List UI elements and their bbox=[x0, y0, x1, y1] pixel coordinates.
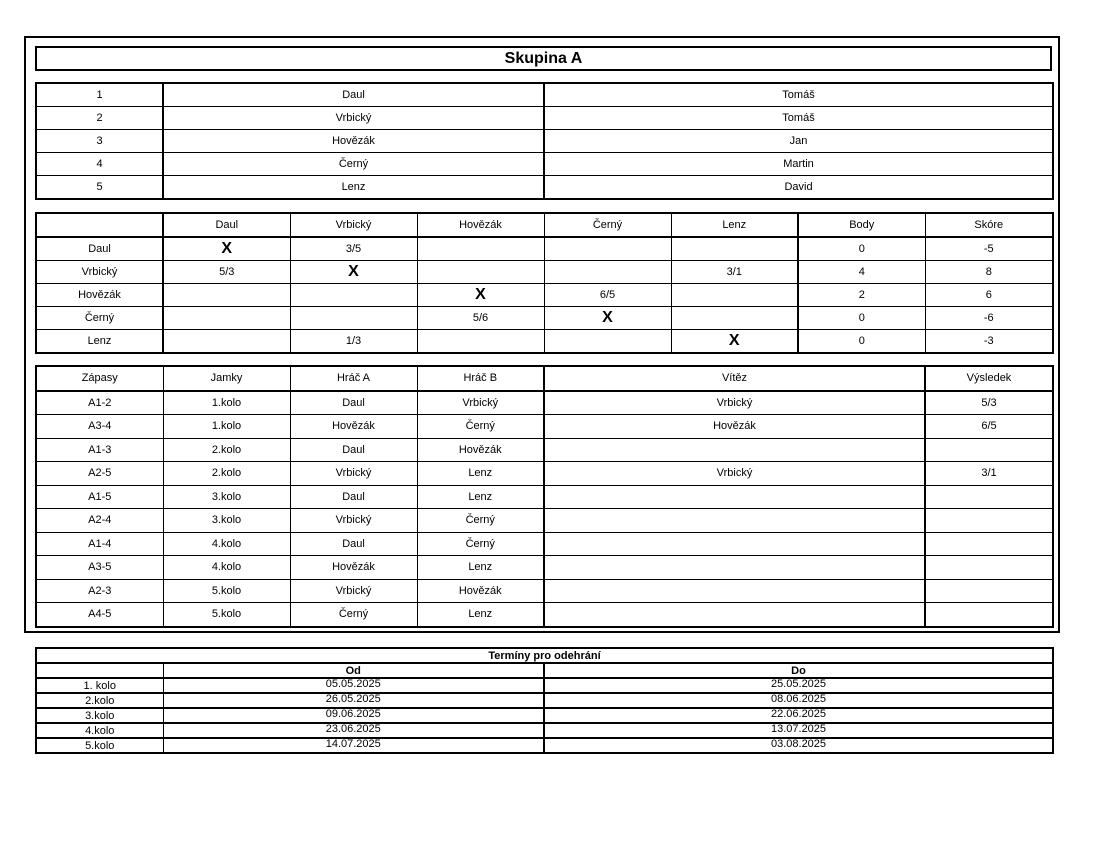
player-firstname: Martin bbox=[544, 153, 1053, 176]
match-player-a: Hovězák bbox=[290, 556, 417, 580]
match-id: A3-4 bbox=[36, 415, 163, 439]
matrix-score: 6 bbox=[925, 284, 1053, 307]
matrix-result-cell bbox=[671, 307, 798, 330]
match-result bbox=[925, 603, 1053, 627]
term-from: 26.05.2025 bbox=[163, 693, 544, 708]
match-winner bbox=[544, 556, 925, 580]
match-winner: Vrbický bbox=[544, 462, 925, 486]
player-surname: Hovězák bbox=[163, 130, 544, 153]
match-player-a: Vrbický bbox=[290, 462, 417, 486]
match-row bbox=[36, 485, 1053, 509]
matches-header-cell: Zápasy bbox=[36, 366, 163, 391]
terms-from-header: Od bbox=[163, 663, 544, 678]
match-row bbox=[36, 391, 1053, 415]
matrix-result-cell bbox=[163, 307, 290, 330]
matrix-points: 0 bbox=[798, 307, 925, 330]
terms-table bbox=[35, 647, 1054, 754]
player-number: 3 bbox=[36, 130, 163, 153]
match-id: A3-5 bbox=[36, 556, 163, 580]
matrix-result-cell: 3/1 bbox=[671, 261, 798, 284]
matrix-result-cell bbox=[544, 330, 671, 354]
matches-table bbox=[35, 365, 1054, 628]
matrix-result-cell bbox=[290, 307, 417, 330]
matrix-result-cell: 3/5 bbox=[290, 237, 417, 261]
match-row bbox=[36, 579, 1053, 603]
term-row bbox=[36, 738, 1053, 753]
match-winner: Vrbický bbox=[544, 391, 925, 415]
term-row bbox=[36, 723, 1053, 738]
match-row bbox=[36, 462, 1053, 486]
matrix-row bbox=[36, 330, 1053, 354]
match-row bbox=[36, 532, 1053, 556]
player-firstname: Tomáš bbox=[544, 107, 1053, 130]
matches-header-cell: Hráč B bbox=[417, 366, 544, 391]
matrix-row bbox=[36, 237, 1053, 261]
matrix-self-cell: X bbox=[417, 284, 544, 307]
match-round: 5.kolo bbox=[163, 579, 290, 603]
match-winner bbox=[544, 532, 925, 556]
matrix-header-cell: Černý bbox=[544, 213, 671, 237]
matrix-player-name: Vrbický bbox=[36, 261, 163, 284]
match-id: A1-3 bbox=[36, 438, 163, 462]
matrix-result-cell bbox=[671, 284, 798, 307]
match-player-a: Daul bbox=[290, 438, 417, 462]
matrix-result-cell bbox=[290, 284, 417, 307]
term-to: 25.05.2025 bbox=[544, 678, 1053, 693]
player-row bbox=[36, 130, 1053, 153]
matrix-header-row bbox=[36, 213, 1053, 237]
term-round: 4.kolo bbox=[36, 723, 163, 738]
match-result bbox=[925, 532, 1053, 556]
matches-header-cell: Vítěz bbox=[544, 366, 925, 391]
match-round: 2.kolo bbox=[163, 462, 290, 486]
match-player-b: Lenz bbox=[417, 603, 544, 627]
terms-header-blank bbox=[36, 663, 163, 678]
terms-header-row bbox=[36, 663, 1053, 678]
match-round: 2.kolo bbox=[163, 438, 290, 462]
match-result bbox=[925, 509, 1053, 533]
term-from: 09.06.2025 bbox=[163, 708, 544, 723]
match-result: 3/1 bbox=[925, 462, 1053, 486]
matrix-header-cell: Lenz bbox=[671, 213, 798, 237]
match-round: 5.kolo bbox=[163, 603, 290, 627]
matrix-result-cell: 6/5 bbox=[544, 284, 671, 307]
match-player-a: Daul bbox=[290, 485, 417, 509]
matrix-result-cell bbox=[417, 237, 544, 261]
matches-header-row bbox=[36, 366, 1053, 391]
matrix-points: 0 bbox=[798, 330, 925, 354]
match-player-a: Daul bbox=[290, 532, 417, 556]
matrix-result-cell bbox=[417, 330, 544, 354]
matrix-header-cell: Vrbický bbox=[290, 213, 417, 237]
match-id: A4-5 bbox=[36, 603, 163, 627]
match-row bbox=[36, 603, 1053, 627]
match-id: A2-5 bbox=[36, 462, 163, 486]
player-firstname: Jan bbox=[544, 130, 1053, 153]
matrix-self-cell: X bbox=[671, 330, 798, 354]
match-player-a: Vrbický bbox=[290, 509, 417, 533]
term-row bbox=[36, 678, 1053, 693]
player-surname: Černý bbox=[163, 153, 544, 176]
matrix-points: 2 bbox=[798, 284, 925, 307]
players-table bbox=[35, 82, 1054, 200]
match-id: A1-4 bbox=[36, 532, 163, 556]
match-result bbox=[925, 438, 1053, 462]
player-number: 4 bbox=[36, 153, 163, 176]
matrix-result-cell bbox=[544, 261, 671, 284]
term-round: 2.kolo bbox=[36, 693, 163, 708]
match-row bbox=[36, 556, 1053, 580]
matrix-result-cell: 1/3 bbox=[290, 330, 417, 354]
matrix-header-cell: Body bbox=[798, 213, 925, 237]
player-firstname: Tomáš bbox=[544, 83, 1053, 107]
matrix-header-cell: Daul bbox=[163, 213, 290, 237]
matrix-self-cell: X bbox=[544, 307, 671, 330]
matrix-score: -6 bbox=[925, 307, 1053, 330]
match-winner bbox=[544, 579, 925, 603]
player-number: 1 bbox=[36, 83, 163, 107]
term-round: 5.kolo bbox=[36, 738, 163, 753]
match-player-b: Černý bbox=[417, 509, 544, 533]
match-round: 3.kolo bbox=[163, 485, 290, 509]
player-row bbox=[36, 107, 1053, 130]
player-row bbox=[36, 83, 1053, 107]
match-player-a: Hovězák bbox=[290, 415, 417, 439]
match-winner bbox=[544, 509, 925, 533]
matrix-row bbox=[36, 284, 1053, 307]
match-player-a: Vrbický bbox=[290, 579, 417, 603]
matches-header-cell: Hráč A bbox=[290, 366, 417, 391]
match-player-b: Hovězák bbox=[417, 579, 544, 603]
match-player-b: Lenz bbox=[417, 485, 544, 509]
matches-header-cell: Výsledek bbox=[925, 366, 1053, 391]
match-winner: Hovězák bbox=[544, 415, 925, 439]
match-id: A2-4 bbox=[36, 509, 163, 533]
match-round: 3.kolo bbox=[163, 509, 290, 533]
results-matrix bbox=[35, 212, 1054, 354]
match-player-b: Hovězák bbox=[417, 438, 544, 462]
matrix-header-cell bbox=[36, 213, 163, 237]
matches-header-cell: Jamky bbox=[163, 366, 290, 391]
match-player-b: Lenz bbox=[417, 462, 544, 486]
match-round: 1.kolo bbox=[163, 415, 290, 439]
match-winner bbox=[544, 603, 925, 627]
match-result bbox=[925, 579, 1053, 603]
matrix-score: -3 bbox=[925, 330, 1053, 354]
matrix-score: 8 bbox=[925, 261, 1053, 284]
term-round: 3.kolo bbox=[36, 708, 163, 723]
term-to: 13.07.2025 bbox=[544, 723, 1053, 738]
player-surname: Vrbický bbox=[163, 107, 544, 130]
term-to: 03.08.2025 bbox=[544, 738, 1053, 753]
match-result bbox=[925, 485, 1053, 509]
player-number: 5 bbox=[36, 176, 163, 200]
term-round: 1. kolo bbox=[36, 678, 163, 693]
match-round: 4.kolo bbox=[163, 532, 290, 556]
matrix-player-name: Lenz bbox=[36, 330, 163, 354]
term-to: 22.06.2025 bbox=[544, 708, 1053, 723]
term-from: 23.06.2025 bbox=[163, 723, 544, 738]
term-to: 08.06.2025 bbox=[544, 693, 1053, 708]
match-player-a: Černý bbox=[290, 603, 417, 627]
matrix-player-name: Hovězák bbox=[36, 284, 163, 307]
matrix-result-cell bbox=[163, 284, 290, 307]
player-surname: Lenz bbox=[163, 176, 544, 200]
player-number: 2 bbox=[36, 107, 163, 130]
match-id: A1-5 bbox=[36, 485, 163, 509]
match-result bbox=[925, 556, 1053, 580]
match-id: A2-3 bbox=[36, 579, 163, 603]
match-player-b: Černý bbox=[417, 415, 544, 439]
matrix-header-cell: Skóre bbox=[925, 213, 1053, 237]
match-player-b: Lenz bbox=[417, 556, 544, 580]
terms-title-row bbox=[36, 648, 1053, 663]
match-id: A1-2 bbox=[36, 391, 163, 415]
matrix-row bbox=[36, 307, 1053, 330]
matrix-self-cell: X bbox=[163, 237, 290, 261]
matrix-row bbox=[36, 261, 1053, 284]
match-row bbox=[36, 509, 1053, 533]
matrix-result-cell bbox=[671, 237, 798, 261]
match-round: 1.kolo bbox=[163, 391, 290, 415]
player-surname: Daul bbox=[163, 83, 544, 107]
matrix-self-cell: X bbox=[290, 261, 417, 284]
matrix-result-cell: 5/3 bbox=[163, 261, 290, 284]
player-row bbox=[36, 153, 1053, 176]
term-row bbox=[36, 708, 1053, 723]
match-result: 5/3 bbox=[925, 391, 1053, 415]
match-row bbox=[36, 438, 1053, 462]
player-row bbox=[36, 176, 1053, 200]
group-title: Skupina A bbox=[35, 46, 1052, 71]
match-player-b: Vrbický bbox=[417, 391, 544, 415]
player-firstname: David bbox=[544, 176, 1053, 200]
match-winner bbox=[544, 485, 925, 509]
matrix-header-cell: Hovězák bbox=[417, 213, 544, 237]
match-round: 4.kolo bbox=[163, 556, 290, 580]
terms-to-header: Do bbox=[544, 663, 1053, 678]
term-from: 05.05.2025 bbox=[163, 678, 544, 693]
matrix-points: 0 bbox=[798, 237, 925, 261]
matrix-points: 4 bbox=[798, 261, 925, 284]
match-player-a: Daul bbox=[290, 391, 417, 415]
match-row bbox=[36, 415, 1053, 439]
terms-title: Termíny pro odehrání bbox=[36, 648, 1053, 663]
match-player-b: Černý bbox=[417, 532, 544, 556]
matrix-player-name: Černý bbox=[36, 307, 163, 330]
term-row bbox=[36, 693, 1053, 708]
matrix-player-name: Daul bbox=[36, 237, 163, 261]
match-result: 6/5 bbox=[925, 415, 1053, 439]
term-from: 14.07.2025 bbox=[163, 738, 544, 753]
matrix-result-cell: 5/6 bbox=[417, 307, 544, 330]
match-winner bbox=[544, 438, 925, 462]
matrix-result-cell bbox=[417, 261, 544, 284]
matrix-result-cell bbox=[544, 237, 671, 261]
matrix-score: -5 bbox=[925, 237, 1053, 261]
matrix-result-cell bbox=[163, 330, 290, 354]
